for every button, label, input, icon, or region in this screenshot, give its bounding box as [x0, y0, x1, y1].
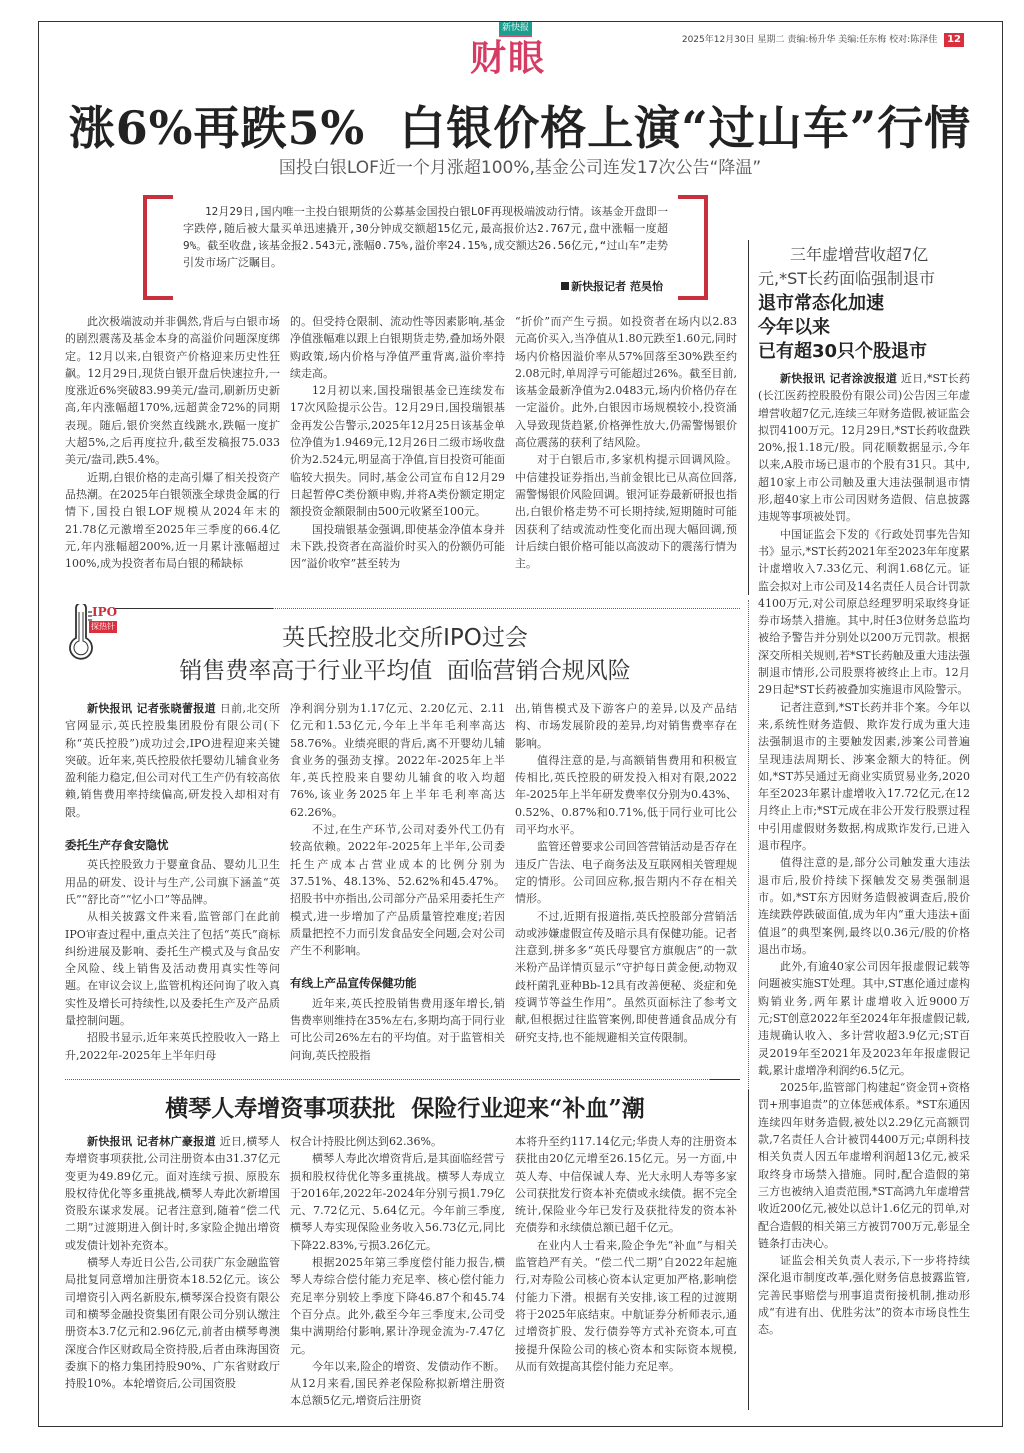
insurance-headline: 横琴人寿增资事项获批 保险行业迎来“补血”潮: [165, 1095, 645, 1122]
paragraph: 的。但受持仓限制、流动性等因素影响,基金净值涨幅难以跟上白银期货走势,叠加场外限购政策,场内价格与净值严重背离,溢价率持续走高。: [290, 315, 505, 380]
paragraph: 12月初以来,国投瑞银基金已连续发布17次风险提示公告。12月29日,国投瑞银基金再发公告警示,2025年12月25日该基金单位净值为1.9469元,12月26日二级市场收盘价为2.524元,明显高于净值,盲目投资可能面临较大损失。同时,基金公司宣布自12月29日起暂停C类份额申购,并将A类份额定期定额投资金额限制由500元收紧至100元。: [290, 384, 505, 519]
paragraph: 不过,在生产环节,公司对委外代工仍有较高依赖。2022年-2025年上半年,公司委托生产成本占营业成本的比例分别为37.51%、48.13%、52.62%和45.47%。招股书中亦指出,公司部分产品采用委托生产模式,进一步增加了产品质量管控难度;若因质量把控不力而引发食品安全问题,会对公司产生不利影响。: [290, 823, 505, 958]
paragraph: 中国证监会下发的《行政处罚事先告知书》显示,*ST长药2021年至2023年年度累计虚增收入7.33亿元、利润1.68亿元。证监会拟对上市公司及14名责任人员合计罚款4100万元,对公司原总经理罗明采取终身证券市场禁入措施。其中,时任3位财务总监均被给予警告并分别处以200万元罚款。根据深交所相关规则,若*ST长药触及重大违法强制退市情形,公司股票将被终止上市。12月29日起*ST长药被叠加实施退市风险警示。: [758, 527, 970, 697]
ipo-headline-line2: 销售费率高于行业平均值 面临营销合规风险: [179, 658, 631, 684]
ipo-lede: 新快报讯 记者张晓蕾报道: [87, 702, 216, 715]
paragraph: 监管还曾要求公司回答营销活动是否存在违反广告法、电子商务法及互联网相关管理规定的情形。公司回应称,报告期内不存在相关情形。: [515, 840, 737, 906]
ipo-subhead-1: 委托生产存食安隐忧: [65, 838, 169, 853]
bracket-right: [678, 195, 708, 300]
side-title-line: 已有超30只个股退市: [758, 341, 928, 362]
paragraph: 此次极端波动并非偶然,背后与白银市场的剧烈震荡及基金本身的高溢价问题深度绑定。12月以来,白银资产价格迎来历史性狂飙。12月29日,现货白银开盘后快速拉升,一度涨近6%突破83.99美元/盎司,刷新历史新高,年内涨幅超170%,远超黄金72%的同期表现。随后,银价突然直线跳水,跌幅一度扩大超5%,之后再度拉升,截至发稿报75.033美元/盎司,跌5.4%。: [65, 315, 280, 467]
ipo-icon-label: IPO: [92, 605, 118, 619]
paragraph: 在业内人士看来,险企争先“补血”与相关监管趋严有关。“偿二代二期”自2022年起施行,对寿险公司核心资本认定更加严格,影响偿付能力下滑。根据有关安排,该工程的过渡期将于2025年底结束。中航证券分析师表示,通过增资扩股、发行债券等方式补充资本,可直接提升保险公司的核心资本和实际资本规模,从而有效提高其偿付能力充足率。: [515, 1238, 737, 1373]
lead-subheadline: 国投白银LOF近一个月涨超100%,基金公司连发17次公告“降温”: [278, 158, 762, 178]
ipo-headline-line1: 英氏控股北交所IPO过会: [282, 625, 528, 651]
bracket-left: [143, 195, 173, 300]
paragraph: 横琴人寿此次增资背后,是其面临经营亏损和股权待优化等多重挑战。横琴人寿成立于2016年,2022年-2024年分别亏损1.79亿元、7.72亿元、5.64亿元。今年前三季度,横琴人寿实现保险业务收入56.73亿元,同比下降22.83%,亏损3.26亿元。: [290, 1152, 505, 1252]
paragraph: 权合计持股比例达到62.36%。: [290, 1135, 442, 1148]
paragraph: 近期,白银价格的走高引爆了相关投资产品热潮。在2025年白银领涨全球贵金属的行情下,国投白银LOF规模从2024年末的21.78亿元激增至2025年三季度的66.4亿元,年内涨幅超200%,近一月累计涨幅超过100%,成为投资者布局白银的稀缺标: [65, 470, 280, 571]
paragraph: 对于白银后市,多家机构提示回调风险。中信建投证券指出,当前金银比已从高位回落,需警惕银价风险回调。银河证券最新研报也指出,白银价格走势不可长期持续,短期随时可能因获利了结或流动性变化而出现大幅回调,预计后续白银价格可能以高波动下的震荡行情为主。: [515, 453, 737, 571]
ipo-subhead-2: 有线上产品宣传保健功能: [290, 976, 417, 991]
ipo-icon-tag: 探热针: [91, 622, 115, 631]
paragraph: 净利润分别为1.17亿元、2.20亿元、2.11亿元和1.53亿元,今年上半年毛利率高达58.76%。业绩亮眼的背后,离不开婴幼儿辅食业务的强劲支撑。2022年-2025年上半年,英氏控股来自婴幼儿辅食的收入均超76%,该业务2025年上半年毛利率高达62.26%。: [290, 702, 505, 819]
paragraph: 近年来,英氏控股销售费用逐年增长,销售费率则维持在35%左右,多期均高于同行业可比公司26%左右的平均值。对于监管相关问询,英氏控股指: [290, 996, 505, 1062]
paragraph: 2025年,监管部门构建起“资金罚+资格罚+刑事追责”的立体惩戒体系。*ST东通因连续四年财务造假,被处以2.29亿元高额罚款,7名责任人合计被罚4400万元;卓朗科技相关负责人因五年虚增利润超13亿元,被采取终身市场禁入措施。同时,配合造假的第三方也被纳入追责范围,*ST高鸿九年虚增营收近200亿元,被处以总计1.6亿元的罚单,对配合造假的相关第三方被罚700万元,彰显全链条打击决心。: [758, 1081, 970, 1250]
insurance-column-1: [65, 1133, 280, 1392]
column-divider: [748, 1090, 749, 1410]
paragraph: 值得注意的是,部分公司触发重大违法退市后,股价持续下探触发交易类强制退市。如,*ST东方因财务造假被调查后,股价连续跌停跌破面值,成为年内“重大违法+面值退”的典型案例,最终以0.36元/股的价格退出市场。: [758, 856, 970, 956]
side-title-line: 今年以来: [758, 317, 830, 338]
paragraph: 记者注意到,*ST长药并非个案。今年以来,系统性财务造假、欺诈发行成为重大违法强制退市的主要触发因素,涉案公司普遍呈现违法周期长、涉案金额大的特征。例如,*ST苏吴通过无商业实质贸易业务,2020年至2023年累计虚增收入17.72亿元,在12月终止上市;*ST元成在非公开发行股票过程中引用虚假财务数据,构成欺诈发行,已进入退市程序。: [758, 700, 970, 853]
section-rule: [710, 1079, 740, 1080]
lead-byline: [561, 278, 663, 294]
side-pre-title: 三年虚增营收超7亿元,*ST长药面临强制退市: [758, 245, 936, 288]
paper-logo: 新快报: [499, 22, 532, 37]
byline-text: 新快报记者 范昊怡: [571, 280, 663, 293]
insurance-lede: 新快报讯 记者林广豪报道: [87, 1135, 216, 1148]
lead-column-3: [515, 313, 737, 572]
paragraph: 本将升至约117.14亿元;华贵人寿的注册资本获批由20亿元增至26.15亿元。另一方面,中英人寿、中信保诚人寿、光大永明人寿等多家公司获批发行资本补充债或永续债。据不完全统计,保险业今年已发行及获批待发的资本补充债券和永续债总额已超千亿元。: [515, 1135, 737, 1235]
ipo-column-1: [65, 700, 280, 1064]
section-rule: [65, 1079, 710, 1080]
insurance-column-3: [515, 1133, 737, 1375]
ipo-column-2: [290, 700, 505, 1064]
side-title-line: 退市常态化加速: [758, 293, 884, 314]
side-title: [758, 292, 970, 364]
lead-column-1: [65, 313, 280, 572]
paragraph: 证监会相关负责人表示,下一步将持续深化退市制度改革,强化财务信息披露监管,完善民事赔偿与刑事追责衔接机制,推动形成“有进有出、优胜劣汰”的资本市场良性生态。: [758, 1254, 970, 1337]
issue-meta: 2025年12月30日 星期二 责编:杨升华 美编:任东梅 校对:陈泽佳: [681, 35, 938, 45]
paragraph: 此外,有逾40家公司因年报虚假记载等问题被实施ST处理。其中,ST惠伦通过虚构购销业务,两年累计虚增收入近9000万元;ST创意2022年至2024年年报虚假记载,违规确认收入、多计营收超3.9亿元;ST百灵2019年至2021年及2023年年报虚假记载,累计虚增净利润约6.5亿元。: [758, 960, 970, 1077]
paragraph: 日前,北交所官网显示,英氏控股集团股份有限公司(下称“英氏控股”)成功过会,IPO进程迎来关键突破。近年来,英氏控股依托婴幼儿辅食业务盈利能力稳定,但公司对代工生产仍有较高依赖,销售费用率持续偏高,研发投入却相对有限。: [65, 702, 280, 819]
insurance-column-2: [290, 1133, 505, 1410]
paragraph: 近日,*ST长药(长江医药控股股份有限公司)公告因三年虚增营收超7亿元,连续三年财务造假,被证监会拟罚4100万元。12月29日,*ST长药收盘跌20%,报1.18元/股。同花顺数据显示,今年以来,A股市场已退市的个股有31只。其中,超10家上市公司触及重大违法强制退市情形,超40家上市公司因财务造假、信息披露违规等事项被处罚。: [758, 372, 970, 524]
paragraph: 根据2025年第三季度偿付能力报告,横琴人寿综合偿付能力充足率、核心偿付能力充足率分别较上季度下降46.87个和45.74个百分点。此外,截至今年三季度末,公司受集中满期给付影响,累计净现金流为-7.47亿元。: [290, 1256, 505, 1356]
paragraph: 近日,横琴人寿增资事项获批,公司注册资本由31.37亿元变更为49.89亿元。面对连续亏损、原股东股权待优化等多重挑战,横琴人寿此次新增国资股东谋求发展。记者注意到,随着“偿二代二期”过渡期进入倒计时,多家险企抛出增资或发债计划补充资本。: [65, 1135, 280, 1252]
paragraph: 招股书显示,近年来英氏控股收入一路上升,2022年-2025年上半年归母: [65, 1031, 280, 1062]
page-number-badge: 12: [944, 33, 964, 47]
paragraph: 出,销售模式及下游客户的差异,以及产品结构、市场发展阶段的差异,均对销售费率存在影响。: [515, 702, 737, 750]
section-rule: [273, 608, 740, 609]
lead-summary: 12月29日,国内唯一主投白银期货的公募基金国投白银LOF再现极端波动行情。该基金开盘即一字跌停,随后被大量买单迅速撬开,30分钟成交额超15亿元,最高报价达2.767元,盘中涨幅一度超9%。截至收盘,该基金报2.543元,涨幅0.75%,溢价率24.15%,成交额达26.56亿元,“过山车”走势引发市场广泛瞩目。: [183, 205, 668, 269]
section-title: 财眼: [470, 37, 547, 79]
lead-column-2: [290, 313, 505, 572]
paragraph: 从相关披露文件来看,监管部门在此前IPO审查过程中,重点关注了包括“英氏”商标纠纷进展及影响、委托生产模式及与食品安全风险、线上销售及活动费用真实性等问题。在审议会议上,监管机构还问询了收入真实性及增长可持续性,以及委托生产及产品质量控制问题。: [65, 910, 280, 1028]
section-rule: [113, 608, 273, 609]
ipo-column-3: [515, 700, 737, 1046]
paragraph: 横琴人寿近日公告,公司获广东金融监管局批复同意增加注册资本18.52亿元。该公司增资引入两名新股东,横琴深合投资有限公司和横琴金融投资集团有限公司分别认缴注册资本3.7亿元和2.96亿元,前者由横琴粤澳深度合作区财政局全资持股,后者由珠海国资委旗下的格力集团持股90%、广东省财政厅持股10%。本轮增资后,公司国资股: [65, 1256, 280, 1391]
paragraph: 国投瑞银基金强调,即使基金净值本身并未下跌,投资者在高溢价时买入的份额仍可能因“溢价收窄”甚至转为: [290, 522, 505, 571]
side-lede: 新快报讯 记者涂波报道: [780, 372, 898, 385]
lead-headline: 涨6%再跌5% 白银价格上演“过山车”行情: [68, 101, 972, 155]
paragraph: 英氏控股致力于婴童食品、婴幼儿卫生用品的研发、设计与生产,公司旗下涵盖“英氏”“舒比奇”“忆小口”等品牌。: [65, 858, 280, 906]
paragraph: 值得注意的是,与高额销售费用和积极宣传相比,英氏控股的研发投入相对有限,2022年-2025年上半年研发费率仅分别为0.43%、0.52%、0.87%和0.71%,低于同行业可比公司平均水平。: [515, 753, 737, 837]
header-meta: [682, 33, 964, 47]
square-bullet-icon: [561, 282, 569, 290]
side-column: [758, 370, 970, 1339]
paragraph: “折价”而产生亏损。如投资者在场内以2.83元高价买入,当净值从1.80元跌至1.60元,同时场内价格因溢价率从57%回落至30%跌至约2.08元时,单周浮亏可能超过26%。截至目前,该基金最新净值为2.0483元,场内价格仍存在一定溢价。此外,白银因市场规模较小,投资涌入导致现货趋紧,价格弹性放大,仍需警惕银价高位震荡的获利了结风险。: [515, 315, 737, 450]
lead-summary-box: [143, 195, 708, 300]
ipo-headline: [60, 622, 750, 688]
paragraph: 今年以来,险企的增资、发债动作不断。从12月来看,国民养老保险称拟新增注册资本总额5亿元,增资后注册资: [290, 1359, 505, 1408]
paragraph: 不过,近期有报道指,英氏控股部分营销活动或涉嫌虚假宣传及暗示具有保健功能。记者注意到,拼多多“英氏母婴官方旗舰店”的一款米粉产品详情页显示“守护每日黄金便,动物双歧杆菌乳亚种Bb-12具有改善便秘、炎症和免疫调节等益生作用”。虽然页面标注了参考文献,但根据过往监管案例,即使普通食品成分有研究支持,也不能规避相关宣传限制。: [515, 909, 737, 1044]
column-divider: [748, 240, 749, 595]
